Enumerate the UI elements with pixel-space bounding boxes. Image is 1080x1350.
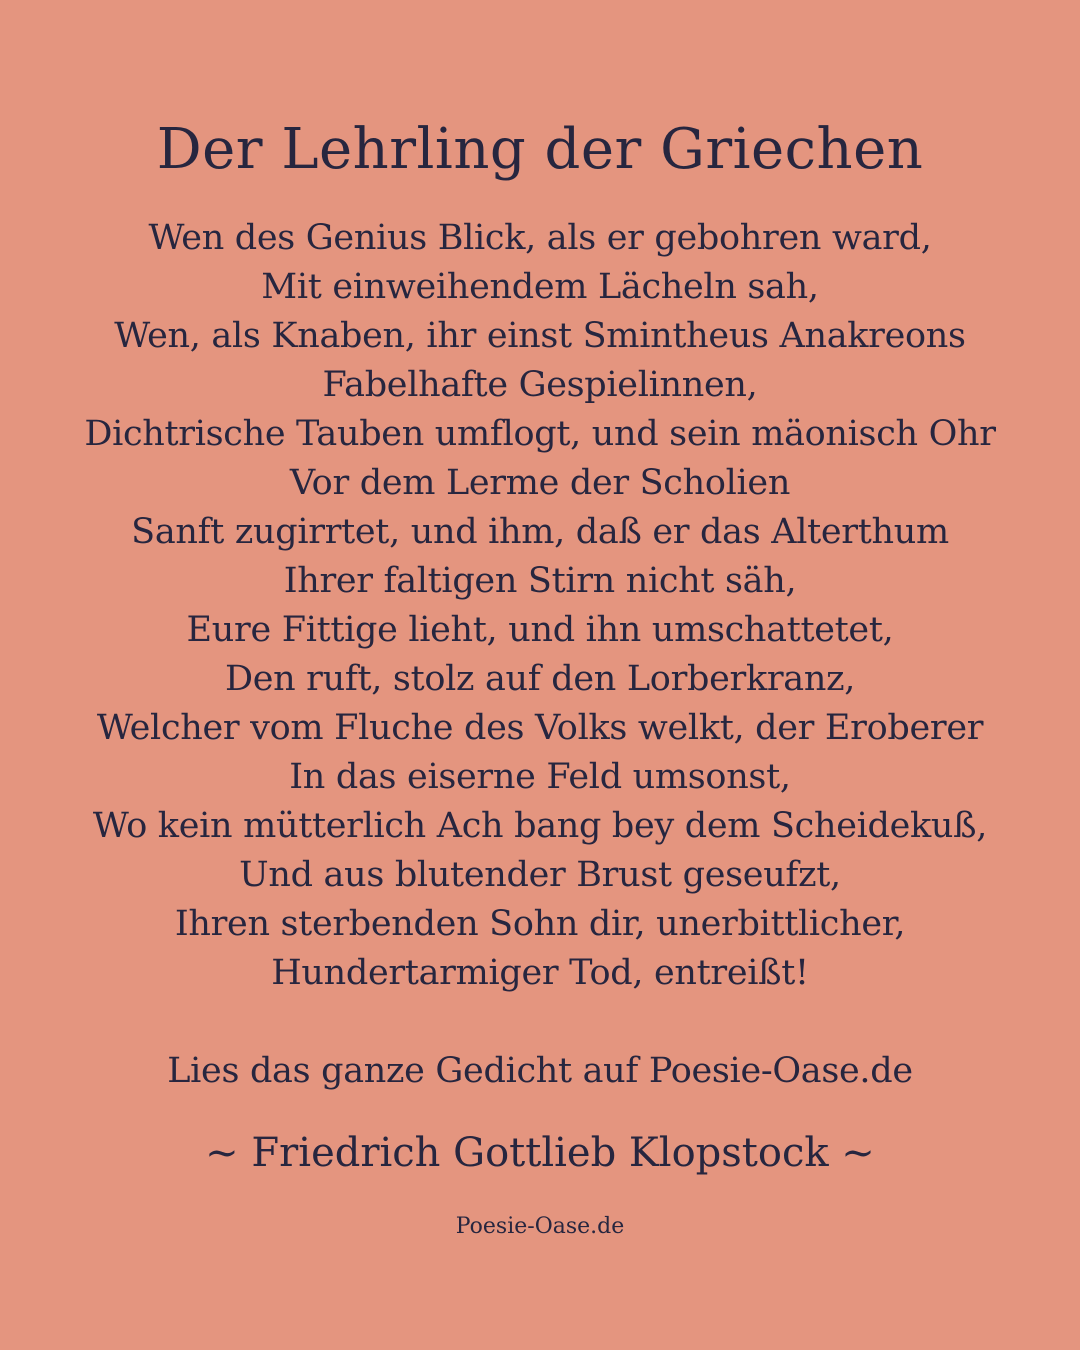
- poem-line: Ihren sterbenden Sohn dir, unerbittlicher,: [174, 904, 906, 944]
- poem-line: Wo kein mütterlich Ach bang bey dem Scheidekuß,: [92, 806, 988, 846]
- site-watermark: Poesie-Oase.de: [455, 1214, 625, 1239]
- poem-line: Hundertarmiger Tod, entreißt!: [271, 953, 809, 993]
- poem-line: Dichtrische Tauben umflogt, und sein mäonisch Ohr: [84, 414, 996, 454]
- poem-body: [0, 214, 1080, 998]
- poem-line: Fabelhafte Gespielinnen,: [322, 365, 758, 405]
- author-name: ~ Friedrich Gottlieb Klopstock ~: [205, 1130, 875, 1176]
- poem-line: Wen des Genius Blick, als er gebohren ward,: [148, 218, 932, 258]
- poem-line: Sanft zugirrtet, und ihm, daß er das Alterthum: [131, 512, 949, 552]
- poem-line: Den ruft, stolz auf den Lorberkranz,: [224, 659, 856, 699]
- poem-line: Mit einweihendem Lächeln sah,: [261, 267, 819, 307]
- poem-line: Ihrer faltigen Stirn nicht säh,: [283, 561, 797, 601]
- poem-line: Wen, als Knaben, ihr einst Smintheus Anakreons: [114, 316, 966, 356]
- poem-line: Und aus blutender Brust geseufzt,: [239, 855, 841, 895]
- poem-line: Eure Fittige lieht, und ihn umschattetet,: [186, 610, 894, 650]
- poem-title: Der Lehrling der Griechen: [156, 117, 924, 182]
- read-full-poem-text: Lies das ganze Gedicht auf Poesie-Oase.de: [167, 1051, 913, 1091]
- poem-line: Welcher vom Fluche des Volks welkt, der Eroberer: [96, 708, 984, 748]
- poem-line: Vor dem Lerme der Scholien: [289, 463, 791, 503]
- poem-line: In das eiserne Feld umsonst,: [289, 757, 791, 797]
